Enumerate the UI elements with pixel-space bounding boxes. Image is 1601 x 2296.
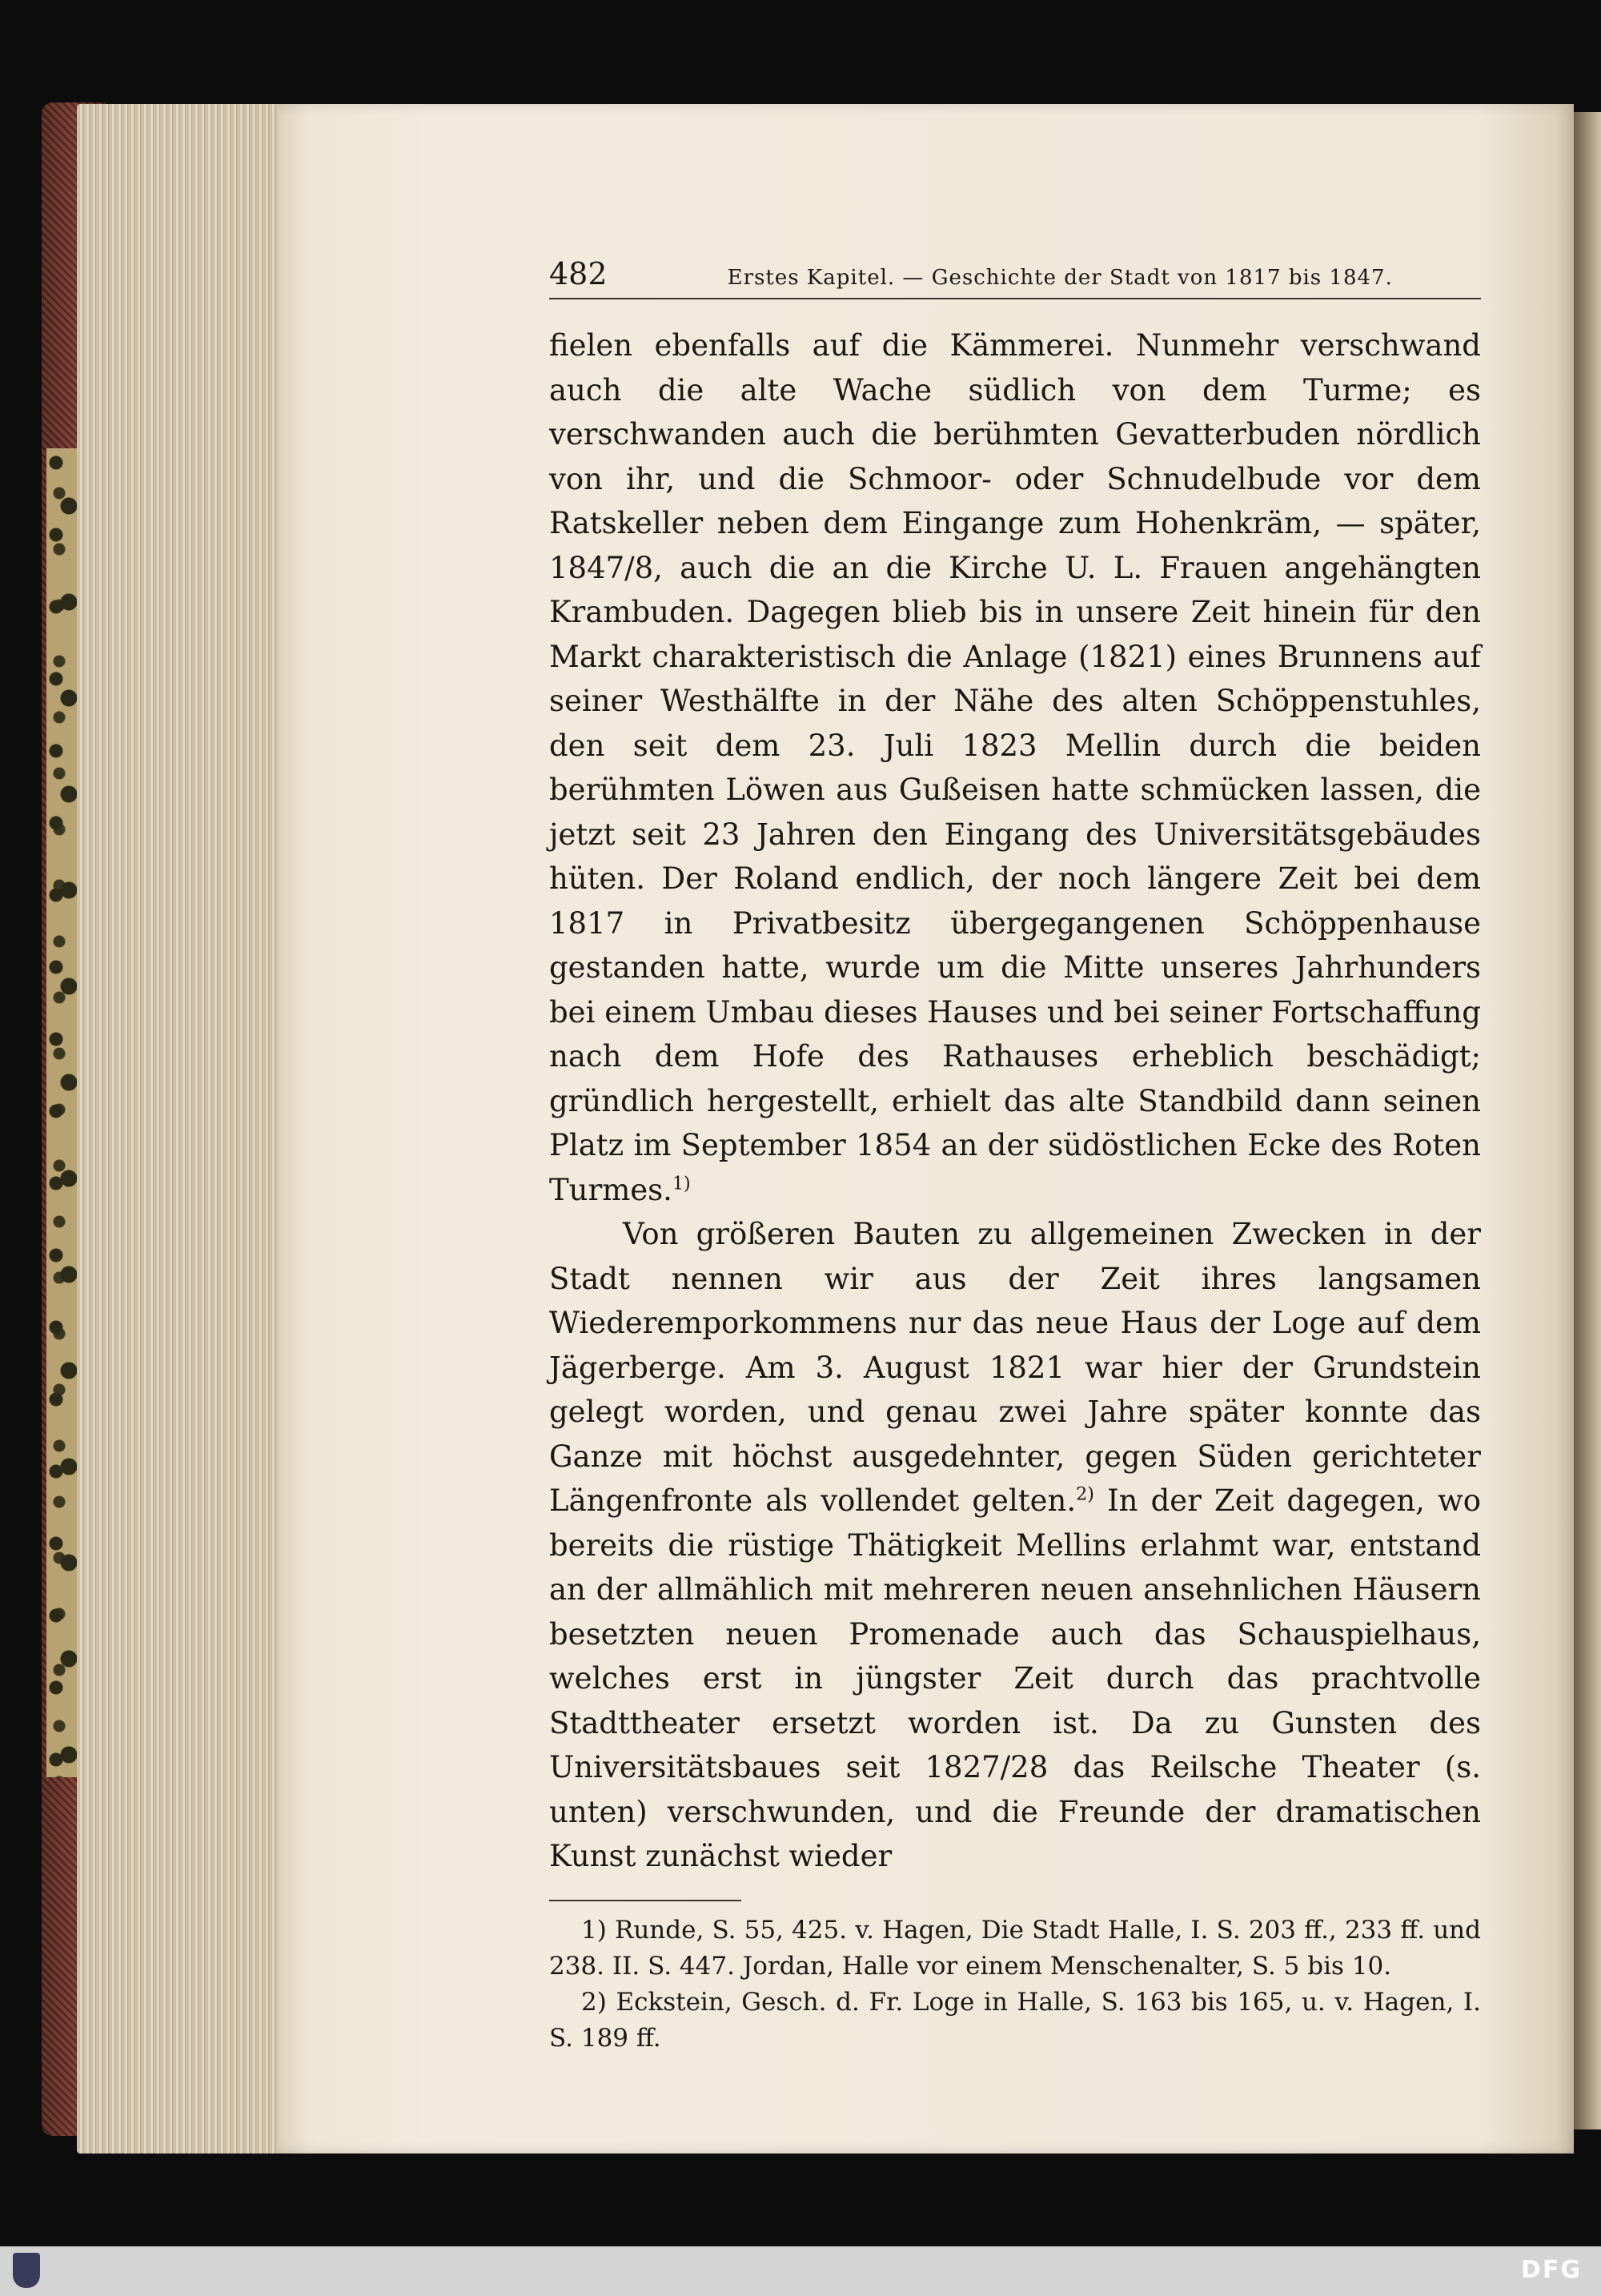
footnote-ref-2: 2) bbox=[1076, 1483, 1094, 1505]
running-title: Erstes Kapitel. — Geschichte der Stadt von 1817 bis 1847. bbox=[727, 266, 1393, 290]
body-text bbox=[549, 323, 1481, 1879]
footnotes bbox=[549, 1913, 1481, 2057]
running-head bbox=[549, 256, 1481, 299]
footnote-divider bbox=[549, 1900, 741, 1901]
paragraph-1-text: fielen ebenfalls auf die Kämmerei. Nunmehr verschwand auch die alte Wache südlich von dem Turme; es verschwanden auch die berühmten Gevatterbuden nördlich von ihr, und die Schmoor- oder Schnudelbude vor dem Ratskeller neben dem Eingange zum Hohenkräm, — später, 1847/8, auch die an die Kirche U. L. Frauen angehängten Krambuden. Dagegen blieb bis in unsere Zeit hinein für den Markt charakteristisch die Anlage (1821) eines Brunnens auf seiner Westhälfte in der Nähe des alten Schöppenstuhles, den seit dem 23. Juli 1823 Mellin durch die beiden berühmten Löwen aus Gußeisen hatte schmücken lassen, die jetzt seit 23 Jahren den Eingang des Universitätsgebäudes hüten. Der Roland endlich, der noch längere Zeit bei dem 1817 in Privatbesitz übergegangenen Schöppenhause gestanden hatte, wurde um die Mitte unseres Jahrhunders bei einem Umbau dieses Hauses und bei seiner Fortschaffung nach dem Hofe des Rathauses erheblich beschädigt; gründlich hergestellt, erhielt das alte Standbild dann seinen Platz im September 1854 an der südöstlichen Ecke des Roten Turmes. bbox=[549, 328, 1481, 1207]
footnote-1: 1) Runde, S. 55, 425. v. Hagen, Die Stadt Halle, I. S. 203 ff., 233 ff. und 238. II. S. 447. Jordan, Halle vor einem Menschenalter, S. 5 bis 10. bbox=[549, 1915, 1481, 1981]
page-edges bbox=[77, 104, 287, 2154]
marbled-edge bbox=[46, 448, 78, 1777]
viewer-bottom-bar bbox=[0, 2246, 1601, 2296]
footnote-2: 2) Eckstein, Gesch. d. Fr. Loge in Halle, S. 163 bis 165, u. v. Hagen, I. S. 189 ff. bbox=[549, 1987, 1481, 2053]
page-number: 482 bbox=[549, 256, 608, 291]
dfg-logo: DFG bbox=[1520, 2256, 1582, 2284]
paragraph-2 bbox=[549, 1212, 1481, 1879]
footnote-ref-1: 1) bbox=[672, 1173, 691, 1194]
paragraph-2-text: Von größeren Bauten zu allgemeinen Zwecken in der Stadt nennen wir aus der Zeit ihres langsamen Wiederemporkommens nur das neue Haus der Loge auf dem Jägerberge. Am 3. August 1821 war hier der Grundstein gelegt worden, und genau zwei Jahre später konnte das Ganze mit höchst ausgedehnter, gegen Süden gerichteter Längenfronte als vollendet gelten. bbox=[549, 1217, 1481, 1518]
paragraph-2-cont: In der Zeit dagegen, wo bereits die rüstige Thätigkeit Mellins erlahmt war, entstand an der allmählich mit mehreren neuen ansehnlichen Häusern besetzten neuen Promenade auch das Schauspielhaus, welches erst in jüngster Zeit durch das prachtvolle Stadttheater ersetzt worden ist. Da zu Gunsten des Universitätsbaues seit 1827/28 das Reilsche Theater (s. unten) verschwunden, und die Freunde der dramatischen Kunst zunächst wieder bbox=[549, 1483, 1481, 1873]
page-content bbox=[549, 256, 1481, 2057]
next-page-edge bbox=[1574, 112, 1601, 2129]
library-crest-icon bbox=[13, 2253, 40, 2288]
paragraph-1 bbox=[549, 323, 1481, 1212]
